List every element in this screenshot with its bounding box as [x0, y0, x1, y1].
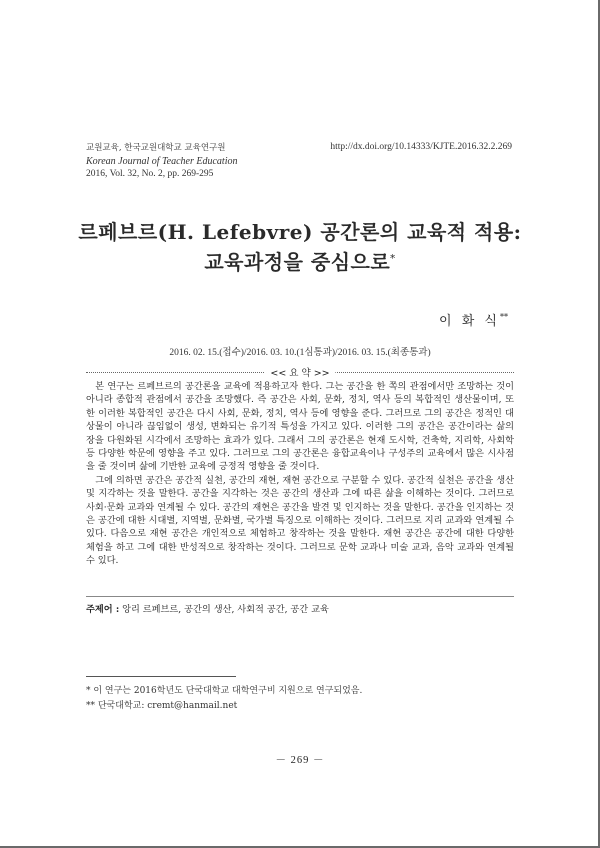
keywords-text: 앙리 르페브르, 공간의 생산, 사회적 공간, 공간 교육 [122, 604, 329, 615]
footnote-affiliation: ** 단국대학교: cremt@hanmail.net [86, 701, 238, 711]
footnote-funding: * 이 연구는 2016학년도 단국대학교 대학연구비 지원으로 연구되었음. [86, 686, 363, 696]
keywords [86, 596, 514, 615]
keywords-label: 주제어 : [86, 604, 120, 615]
abstract-paragraph-2: 그에 의하면 공간은 공간적 실천, 공간의 재현, 재현 공간으로 구분할 수 있다. 공간적 실천은 공간을 생산 및 지각하는 것을 말한다. 공간을 지각하는 것은 공간의 생산과 그에 따른 삶을 이해하는 것이다. 그러므로 사회·문화 교과와 연계될 수 있다. 공간의 재현은 공간을 발견 및 인지하는 것을 말한다. 공간을 인지하는 것은 공간에 대한 시대별, 지역별, 문화별, 국가별 특징으로 이해하는 것이다. 그러므로 지리 교과와 연계될 수 있다. 다음으로 재현 공간은 개인적으로 체험하고 창작하는 것을 말한다. 재현 공간은 공간에 대한 다양한 체험을 하고 그에 대한 반성적으로 창작하는 것이다. 그러므로 문학 교과나 미술 교과, 음악 교과와 연계될 수 있다. [86, 474, 514, 567]
journal-info [86, 142, 237, 181]
page-number: － 269 － [275, 755, 325, 766]
author-note-mark: ** [500, 312, 508, 322]
abstract-body [86, 380, 514, 568]
paper-title-line1: 르페브르(H. Lefebvre) 공간론의 교육적 적용: [78, 220, 522, 244]
journal-english-title: Korean Journal of Teacher Education [86, 156, 238, 167]
abstract-paragraph-1: 본 연구는 르페브르의 공간론을 교육에 적용하고자 한다. 그는 공간을 한 쪽의 관점에서만 조망하는 것이 아니라 종합적 관점에서 공간을 조망했다. 즉 공간은 사회, 문화, 정치, 역사 등의 복합적인 생산물이며, 또한 이러한 복합적인 공간은 다시 사회, 문화, 정치, 역사 등에 영향을 준다. 그러므로 그의 공간은 정적인 대상물이 아니라 끊임없이 생성, 변화되는 유기적 특성을 가지고 있다. 이러한 그의 공간은 공간이라는 삶의 장을 다원화된 시각에서 조망하는 효과가 있다. 그래서 그의 공간론은 현재 도시학, 건축학, 지리학, 사회학 등 다양한 학문에 영향을 주고 있다. 그러므로 그의 공간론은 융합교육이나 구성주의 교육에서 많은 시사점을 줄 것이며 삶에 기반한 교육에 긍정적 영향을 줄 것이다. [86, 381, 514, 473]
paper-title-line2-text: 교육과정을 중심으로 [204, 250, 391, 274]
publisher-text: 교원교육, 한국교원대학교 교육연구원 [86, 143, 226, 153]
footnotes [86, 684, 362, 714]
paper-title-line2 [60, 246, 540, 275]
abstract-heading-label: << 요 약 >> [264, 365, 335, 379]
review-dates: 2016. 02. 15.(접수)/2016. 03. 10.(1심통과)/2016. 03. 15.(최종통과) [169, 348, 431, 358]
funding-note-mark: * [390, 253, 396, 265]
author [439, 310, 508, 329]
abstract-heading [86, 365, 514, 379]
footnote-divider [86, 676, 236, 677]
doi-link[interactable]: http://dx.doi.org/10.14333/KJTE.2016.32.2.269 [330, 142, 512, 152]
author-name: 이 화 식 [439, 314, 500, 329]
volume-info: 2016, Vol. 32, No. 2, pp. 269-295 [86, 169, 214, 179]
